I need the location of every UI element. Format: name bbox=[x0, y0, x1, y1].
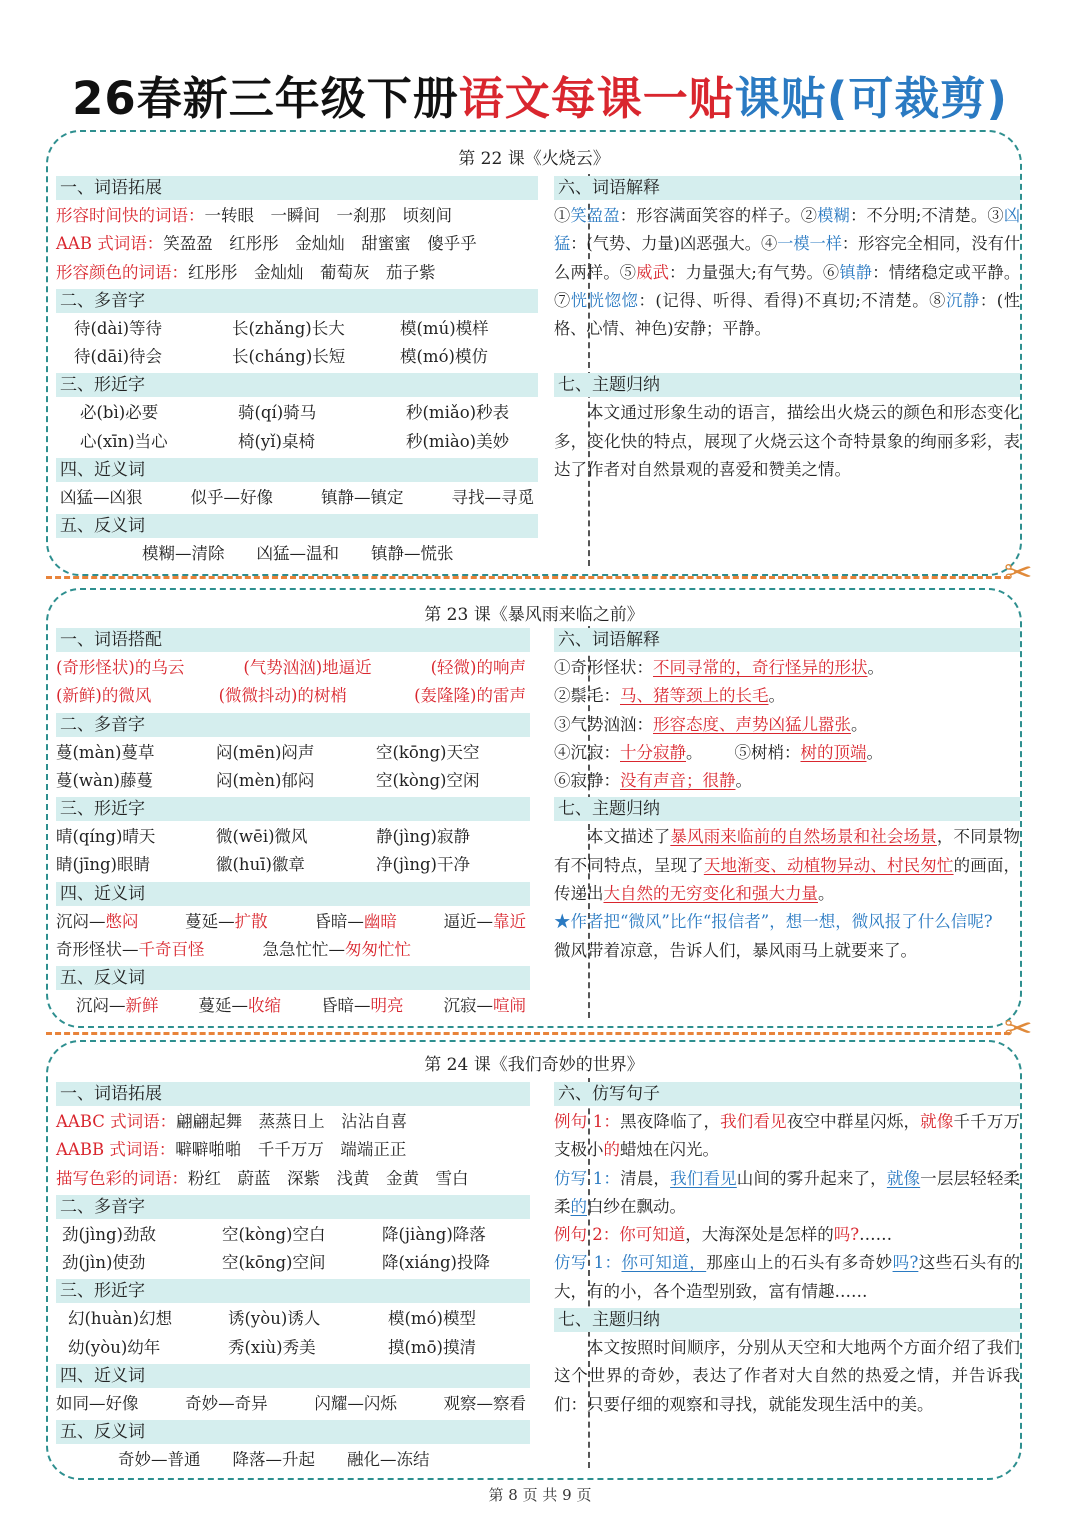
section-heading: 三、形近字 bbox=[56, 797, 530, 821]
collocation-row: (奇形怪状)的乌云 (气势汹汹)地逼近 (轻微)的响声 bbox=[56, 658, 526, 677]
section-heading: 七、主题归纳 bbox=[554, 1308, 1020, 1332]
lesson-22-left bbox=[56, 174, 538, 569]
lesson-23-card bbox=[46, 588, 1022, 1028]
similar-char-row: 晴(qíng)晴天 微(wēi)微风 静(jìng)寂静 bbox=[56, 827, 470, 847]
question: ★作者把“微风”比作“报信者”，想一想，微风报了什么信呢? bbox=[554, 912, 993, 932]
polyphone-row: 待(dāi)待会 长(cháng)长短 模(mó)模仿 bbox=[74, 347, 488, 367]
antonym-row: 奇妙—普通 降落—升起 融化—冻结 bbox=[118, 1450, 430, 1470]
example-2: 例句 2：你可知道，大海深处是怎样的吗?…… bbox=[554, 1225, 893, 1245]
cut-line bbox=[46, 576, 1010, 579]
section-heading: 二、多音字 bbox=[56, 1195, 530, 1219]
similar-char-row: 幻(huàn)幻想 诱(yòu)诱人 模(mó)模型 bbox=[68, 1309, 476, 1329]
explanation-row: ③气势汹汹：形容态度、声势凶猛儿嚣张。 bbox=[554, 714, 868, 734]
section-heading: 五、反义词 bbox=[56, 514, 538, 538]
polyphone-row: 蔓(màn)蔓草 闷(mēn)闷声 空(kōng)天空 bbox=[56, 742, 480, 762]
section-heading: 四、近义词 bbox=[56, 1364, 530, 1388]
lesson-23-title: 第 23 课《暴风雨来临之前》 bbox=[424, 605, 644, 625]
synonym-row: 奇形怪状—千奇百怪 急急忙忙—匆匆忙忙 bbox=[56, 940, 411, 960]
word-row: 形容颜色的词语： 红彤彤 金灿灿 葡萄灰 茄子紫 bbox=[56, 262, 436, 282]
antonym-row: 模糊—清除 凶猛—温和 镇静—慌张 bbox=[142, 544, 454, 564]
section-heading: 六、词语解释 bbox=[554, 176, 1020, 200]
theme-summary: 本文描述了暴风雨来临前的自然场景和社会场景，不同景物有不同特点，呈现了天地渐变、动植物异动、村民匆忙的画面，传递出大自然的无穷变化和强大力量。 bbox=[554, 827, 1021, 904]
explanation-row: ④沉寂：十分寂静。 ⑤树梢：树的顶端。 bbox=[554, 742, 883, 762]
lesson-24-title: 第 24 课《我们奇妙的世界》 bbox=[424, 1055, 644, 1075]
lesson-22-right bbox=[554, 174, 1020, 484]
polyphone-row: 劲(jìng)劲敌 空(kòng)空白 降(jiàng)降落 bbox=[62, 1224, 486, 1244]
collocation-row: (新鲜)的微风 (微微抖动)的树梢 (轰隆隆)的雷声 bbox=[56, 686, 526, 706]
imitation-1: 仿写 1：清晨，我们看见山间的雾升起来了，就像一层层轻轻柔柔的白纱在飘动。 bbox=[554, 1168, 1021, 1216]
lesson-22-card bbox=[46, 130, 1022, 576]
word-row: AAB 式词语： 笑盈盈 红彤彤 金灿灿 甜蜜蜜 傻乎乎 bbox=[56, 234, 477, 254]
section-heading: 三、形近字 bbox=[56, 373, 538, 397]
title-part2: 语文每课一贴 bbox=[458, 72, 735, 125]
section-heading: 五、反义词 bbox=[56, 1420, 530, 1444]
synonym-row: 如同—好像 奇妙—奇异 闪耀—闪烁 观察—察看 bbox=[56, 1394, 526, 1414]
lesson-24-right bbox=[554, 1080, 1020, 1419]
section-heading: 六、词语解释 bbox=[554, 628, 1020, 652]
polyphone-row: 待(dài)等待 长(zhǎng)长大 模(mú)模样 bbox=[74, 318, 489, 338]
similar-char-row: 睛(jīng)眼睛 徽(huī)徽章 净(jìng)干净 bbox=[56, 855, 470, 875]
antonym-row: 沉闷—新鲜 蔓延—收缩 昏暗—明亮 沉寂—喧闹 bbox=[76, 996, 526, 1016]
lesson-24-card bbox=[46, 1040, 1022, 1480]
theme-summary: 本文按照时间顺序，分别从天空和大地两个方面介绍了我们这个世界的奇妙，表达了作者对大自然的热爱之情，并告诉我们：只要仔细的观察和寻找，就能发现生活中的美。 bbox=[554, 1338, 1020, 1414]
similar-char-row: 必(bì)必要 骑(qí)骑马 秒(miǎo)秒表 bbox=[80, 403, 510, 423]
section-heading: 一、词语拓展 bbox=[56, 1082, 530, 1106]
section-heading: 二、多音字 bbox=[56, 713, 530, 737]
section-heading: 七、主题归纳 bbox=[554, 373, 1020, 397]
title-part1: 26春新三年级下册 bbox=[72, 72, 459, 125]
scissors-icon: ✂ bbox=[1004, 553, 1033, 593]
word-row: AABB 式词语： 噼噼啪啪 千千万万 端端正正 bbox=[56, 1140, 407, 1160]
answer: 微风带着凉意，告诉人们，暴风雨马上就要来了。 bbox=[554, 940, 917, 960]
cut-line bbox=[46, 1032, 1010, 1035]
page-number: 第 8 页 共 9 页 bbox=[488, 1486, 592, 1504]
section-heading: 七、主题归纳 bbox=[554, 797, 1020, 821]
theme-summary: 本文通过形象生动的语言，描绘出火烧云的颜色和形态变化多，变化快的特点，展现了火烧云这个奇特景象的绚丽多彩，表达了作者对自然景观的喜爱和赞美之情。 bbox=[554, 403, 1020, 480]
polyphone-row: 蔓(wàn)藤蔓 闷(mèn)郁闷 空(kòng)空闲 bbox=[56, 770, 480, 790]
title-part3: 课贴(可裁剪) bbox=[734, 72, 1008, 125]
section-heading: 一、词语拓展 bbox=[56, 176, 538, 200]
lesson-23-left bbox=[56, 626, 530, 1021]
polyphone-row: 劲(jìn)使劲 空(kōng)空间 降(xiáng)投降 bbox=[62, 1253, 490, 1273]
scissors-icon: ✂ bbox=[1004, 1009, 1033, 1049]
section-heading: 五、反义词 bbox=[56, 966, 530, 990]
similar-char-row: 心(xīn)当心 椅(yǐ)桌椅 秒(miào)美妙 bbox=[80, 431, 510, 451]
similar-char-row: 幼(yòu)幼年 秀(xiù)秀美 摸(mō)摸清 bbox=[68, 1337, 476, 1357]
word-row: 形容时间快的词语： 一转眼 一瞬间 一刹那 顷刻间 bbox=[56, 206, 452, 225]
synonym-row: 凶猛—凶狠 似乎—好像 镇静—镇定 寻找—寻觅 bbox=[60, 488, 534, 508]
word-row: 描写色彩的词语： 粉红 蔚蓝 深紫 浅黄 金黄 雪白 bbox=[56, 1168, 469, 1188]
section-heading: 一、词语搭配 bbox=[56, 628, 530, 652]
lesson-24-left bbox=[56, 1080, 530, 1475]
explanation-row: ②鬃毛：马、猪等颈上的长毛。 bbox=[554, 686, 785, 706]
word-explanations: ①笑盈盈：形容满面笑容的样子。②模糊：不分明;不清楚。③凶猛：(气势、力量)凶恶强大。④一模一样：形容完全相同，没有什么两样。⑤威武：力量强大;有气势。⑥镇静：情绪稳定或平静。⑦恍恍惚惚：(记得、听得、看得)不真切;不清楚。⑧沉静：(性格、心情、神色)安静；平静。 bbox=[554, 206, 1021, 339]
page-title bbox=[0, 62, 1080, 127]
lesson-23-right bbox=[554, 626, 1020, 965]
section-heading: 六、仿写句子 bbox=[554, 1082, 1020, 1106]
section-heading: 二、多音字 bbox=[56, 289, 538, 313]
section-heading: 四、近义词 bbox=[56, 882, 530, 906]
imitation-2: 仿写 1：你可知道，那座山上的石头有多奇妙吗?这些石头有的 大，有的小，各个造型别致，富有情趣…… bbox=[554, 1253, 1021, 1301]
lesson-22-title: 第 22 课《火烧云》 bbox=[458, 149, 610, 169]
explanation-row: ⑥寂静：没有声音；很静。 bbox=[554, 771, 752, 791]
word-row: AABC 式词语： 翩翩起舞 蒸蒸日上 沾沾自喜 bbox=[56, 1112, 408, 1131]
section-heading: 三、形近字 bbox=[56, 1279, 530, 1303]
synonym-row: 沉闷—憋闷 蔓延—扩散 昏暗—幽暗 逼近—靠近 bbox=[56, 911, 526, 931]
example-1: 例句 1：黑夜降临了，我们看见夜空中群星闪烁，就像千千万万支极小的蜡烛在闪光。 bbox=[554, 1112, 1021, 1160]
explanation-row: ①奇形怪状：不同寻常的，奇行怪异的形状。 bbox=[554, 658, 884, 677]
section-heading: 四、近义词 bbox=[56, 458, 538, 482]
